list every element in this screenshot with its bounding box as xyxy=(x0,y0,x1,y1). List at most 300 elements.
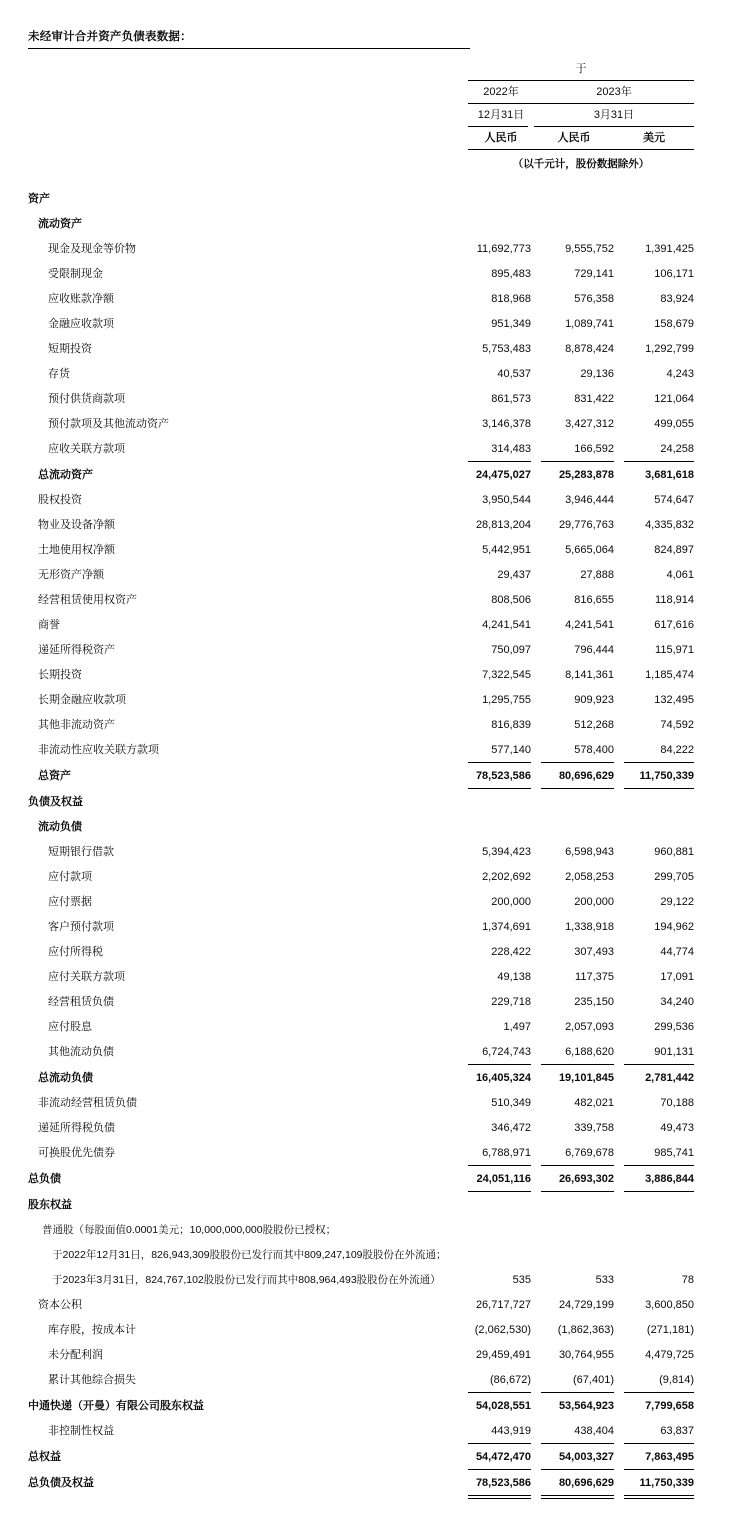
header-year-row xyxy=(468,81,694,103)
row-label-存货: 存货 xyxy=(48,368,70,380)
header-currency-cny-2022: 人民币 xyxy=(484,132,518,144)
row-value-col1: 54,472,470 xyxy=(475,1451,531,1463)
rule-segment-col1 xyxy=(468,1443,531,1444)
rule-segment-col3 xyxy=(624,1495,694,1496)
rule-segment-col2 xyxy=(541,1443,614,1444)
row-value-col2: 339,758 xyxy=(574,1122,614,1134)
row-value-col1: 861,573 xyxy=(491,393,531,405)
section-heading-row xyxy=(0,186,741,211)
row-value-col2: 8,878,424 xyxy=(565,343,614,355)
row-label-总流动负债: 总流动负债 xyxy=(38,1072,93,1084)
row-value-col2: 816,655 xyxy=(574,594,614,606)
row-value-col3: 106,171 xyxy=(654,268,694,280)
row-value-col1: 1,374,691 xyxy=(482,921,531,933)
balance-sheet-table xyxy=(0,186,741,1499)
row-value-col2: 1,089,741 xyxy=(565,318,614,330)
table-row xyxy=(0,1090,741,1115)
units-note: （以千元计，股份数据除外） xyxy=(512,158,650,170)
row-value-col2: 5,665,064 xyxy=(565,544,614,556)
header-date-row xyxy=(468,104,694,126)
table-row xyxy=(0,1166,741,1191)
table-row xyxy=(0,737,741,762)
rule-segment-col2 xyxy=(541,1165,614,1166)
row-value-col1: 29,459,491 xyxy=(475,1349,531,1361)
table-row xyxy=(0,1292,741,1317)
row-value-col1: 11,692,773 xyxy=(476,243,531,255)
row-label-递延所得税资产: 递延所得税资产 xyxy=(38,644,115,656)
row-value-col3: 11,750,339 xyxy=(639,1477,694,1489)
table-row xyxy=(0,311,741,336)
subtotal-rule xyxy=(0,1469,741,1470)
row-label-预付供货商款项: 预付供货商款项 xyxy=(48,393,125,405)
row-label-于2022年12月31日-826-943-309股股份已: 于2022年12月31日，826,943,309股股份已发行而其中809,247,109股股份在外流通； xyxy=(52,1249,447,1261)
row-value-col1: 816,839 xyxy=(491,719,531,731)
row-value-col3: 824,897 xyxy=(654,544,694,556)
row-value-col1: 24,475,027 xyxy=(475,469,531,481)
row-value-col3: 901,131 xyxy=(654,1046,694,1058)
row-value-col3: 7,863,495 xyxy=(645,1451,694,1463)
row-value-col1 xyxy=(468,834,541,839)
row-value-col2: 8,141,361 xyxy=(565,669,614,681)
row-value-col2: 30,764,955 xyxy=(558,1349,614,1361)
header-as-of-label: 于 xyxy=(575,63,587,75)
row-label-物业及设备净额: 物业及设备净额 xyxy=(38,519,115,531)
table-row xyxy=(0,1393,741,1418)
row-value-col3 xyxy=(624,834,704,839)
row-value-col1: 5,753,483 xyxy=(482,343,531,355)
row-value-col1: 808,506 xyxy=(491,594,531,606)
rule-segment-col3 xyxy=(624,1392,694,1393)
table-row xyxy=(0,1065,741,1090)
row-value-col3: 4,479,725 xyxy=(645,1349,694,1361)
row-value-col3 xyxy=(624,231,704,236)
row-value-col1: 4,241,541 xyxy=(482,619,531,631)
row-value-col3: 11,750,339 xyxy=(639,770,694,782)
rule-label-spacer xyxy=(0,1165,468,1166)
rule-segment-col1 xyxy=(468,1469,531,1470)
row-label-资本公积: 资本公积 xyxy=(38,1299,82,1311)
rule-segment-col1 xyxy=(468,788,531,789)
table-row xyxy=(0,512,741,537)
row-label-非流动经营租赁负债: 非流动经营租赁负债 xyxy=(38,1097,137,1109)
row-value-col1: 535 xyxy=(512,1274,531,1286)
statement-title-block xyxy=(28,30,470,49)
row-label-长期金融应收款项: 长期金融应收款项 xyxy=(38,694,126,706)
table-header xyxy=(468,58,694,174)
row-value-col2: 512,268 xyxy=(574,719,614,731)
rule-segment-col1 xyxy=(468,1495,531,1496)
row-value-col1: 510,349 xyxy=(491,1097,531,1109)
rule-segment-col1 xyxy=(468,762,531,763)
row-value-col1: 750,097 xyxy=(491,644,531,656)
table-row xyxy=(0,1115,741,1140)
row-value-col1: 1,497 xyxy=(503,1021,531,1033)
subtotal-rule xyxy=(0,1165,741,1166)
row-value-col3: 121,064 xyxy=(654,393,694,405)
header-date-dec31: 12月31日 xyxy=(477,109,525,121)
row-label-普通股-每股面值0-0001美元-10-000-000-: 普通股（每股面值0.0001美元；10,000,000,000股股份已授权； xyxy=(42,1224,337,1236)
row-value-col2: 3,427,312 xyxy=(565,418,614,430)
rule-segment-col1 xyxy=(468,1165,531,1166)
row-value-col3: 70,188 xyxy=(660,1097,694,1109)
row-label-应付所得税: 应付所得税 xyxy=(48,946,103,958)
header-as-of-row xyxy=(468,58,694,80)
rule-segment-col3 xyxy=(624,788,694,789)
row-value-col3: 132,495 xyxy=(654,694,694,706)
row-label-资产: 资产 xyxy=(28,193,50,205)
section-heading-row xyxy=(0,789,741,814)
row-value-col1: 7,322,545 xyxy=(482,669,531,681)
row-value-col1: 228,422 xyxy=(491,946,531,958)
rule-segment-col2 xyxy=(541,1498,614,1499)
row-value-col1: 443,919 xyxy=(491,1425,531,1437)
subtotal-rule xyxy=(0,1392,741,1393)
row-value-col3: 4,335,832 xyxy=(645,519,694,531)
row-label-总负债: 总负债 xyxy=(28,1173,61,1185)
row-label-累计其他综合损失: 累计其他综合损失 xyxy=(48,1374,136,1386)
row-value-col3: 1,185,474 xyxy=(645,669,694,681)
row-value-col1: (2,062,530) xyxy=(474,1324,531,1336)
row-label-无形资产净额: 无形资产净额 xyxy=(38,569,104,581)
row-label-负债及权益: 负债及权益 xyxy=(28,796,83,808)
rule-label-spacer xyxy=(0,461,468,462)
rule-segment-col1 xyxy=(468,1498,531,1499)
row-value-col2 xyxy=(541,834,624,839)
row-value-col1: 1,295,755 xyxy=(482,694,531,706)
row-value-col3: 1,391,425 xyxy=(645,243,694,255)
row-label-库存股-按成本计: 库存股，按成本计 xyxy=(48,1324,136,1336)
row-label-应付股息: 应付股息 xyxy=(48,1021,92,1033)
row-value-col2: 2,057,093 xyxy=(565,1021,614,1033)
table-row xyxy=(0,386,741,411)
row-label-其他流动负债: 其他流动负债 xyxy=(48,1046,114,1058)
row-value-col3: 74,592 xyxy=(660,719,694,731)
row-value-col1: 200,000 xyxy=(491,896,531,908)
header-currency-row xyxy=(468,127,694,149)
table-row xyxy=(0,587,741,612)
row-value-col2: 235,150 xyxy=(574,996,614,1008)
row-value-col3: 115,971 xyxy=(655,644,694,656)
row-value-col3: 78 xyxy=(681,1274,694,1286)
rule-segment-col1 xyxy=(468,1064,531,1065)
table-row xyxy=(0,537,741,562)
row-value-col2: 482,021 xyxy=(574,1097,614,1109)
row-value-col3: 2,781,442 xyxy=(645,1072,694,1084)
row-value-col2 xyxy=(541,206,624,211)
row-value-col1: 6,724,743 xyxy=(482,1046,531,1058)
row-value-col3: 84,222 xyxy=(660,744,694,756)
table-row xyxy=(0,1140,741,1165)
row-value-col2: 307,493 xyxy=(574,946,614,958)
table-row xyxy=(0,839,741,864)
row-value-col3: 3,600,850 xyxy=(645,1299,694,1311)
row-value-col1: 16,405,324 xyxy=(475,1072,531,1084)
table-row xyxy=(0,286,741,311)
row-value-col2: 9,555,752 xyxy=(565,243,614,255)
row-value-col2: 25,283,878 xyxy=(558,469,614,481)
table-row xyxy=(0,964,741,989)
row-value-col1: 951,349 xyxy=(491,318,531,330)
row-value-col3: 34,240 xyxy=(660,996,694,1008)
row-value-col3: 3,681,618 xyxy=(645,469,694,481)
header-date-mar31: 3月31日 xyxy=(593,109,635,121)
row-value-col3: 4,243 xyxy=(666,368,694,380)
row-value-col1 xyxy=(468,231,541,236)
row-value-col2 xyxy=(541,231,624,236)
row-value-col3: 617,616 xyxy=(654,619,694,631)
row-value-col3: 985,741 xyxy=(654,1147,694,1159)
row-value-col3: 118,914 xyxy=(655,594,694,606)
row-value-col1: 26,717,727 xyxy=(475,1299,531,1311)
row-value-col2: 54,003,327 xyxy=(558,1451,614,1463)
row-value-col2: 80,696,629 xyxy=(558,1477,614,1489)
rule-segment-col3 xyxy=(624,1191,694,1192)
row-value-col1: 818,968 xyxy=(491,293,531,305)
row-value-col1: 29,437 xyxy=(497,569,531,581)
row-label-经营租赁使用权资产: 经营租赁使用权资产 xyxy=(38,594,137,606)
row-value-col2: (1,862,363) xyxy=(557,1324,614,1336)
row-label-股东权益: 股东权益 xyxy=(28,1199,72,1211)
row-value-col1 xyxy=(468,1237,541,1242)
subtotal-rule xyxy=(0,1495,741,1496)
row-value-col1: 78,523,586 xyxy=(475,770,531,782)
row-label-总负债及权益: 总负债及权益 xyxy=(28,1477,94,1489)
table-row xyxy=(0,763,741,788)
total-double-rule xyxy=(0,1498,741,1499)
rule-label-spacer xyxy=(0,1495,468,1496)
row-value-col3 xyxy=(624,206,704,211)
rule-label-spacer xyxy=(0,1191,468,1192)
subtotal-rule xyxy=(0,762,741,763)
note-row xyxy=(0,1267,741,1292)
row-label-总资产: 总资产 xyxy=(38,770,71,782)
table-row xyxy=(0,914,741,939)
row-label-应付款项: 应付款项 xyxy=(48,871,92,883)
section-heading-row xyxy=(0,814,741,839)
row-value-col2: 200,000 xyxy=(574,896,614,908)
table-row xyxy=(0,1039,741,1064)
table-row xyxy=(0,989,741,1014)
row-value-col1: 40,537 xyxy=(497,368,531,380)
row-value-col1: 346,472 xyxy=(491,1122,531,1134)
row-value-col1: 895,483 xyxy=(491,268,531,280)
table-row xyxy=(0,411,741,436)
row-value-col3: 63,837 xyxy=(660,1425,694,1437)
row-label-金融应收款项: 金融应收款项 xyxy=(48,318,114,330)
row-label-应收账款净额: 应收账款净额 xyxy=(48,293,114,305)
row-value-col1: 5,442,951 xyxy=(482,544,531,556)
row-label-非流动性应收关联方款项: 非流动性应收关联方款项 xyxy=(38,744,159,756)
row-value-col1: 6,788,971 xyxy=(482,1147,531,1159)
row-value-col2: 19,101,845 xyxy=(558,1072,614,1084)
row-label-商誉: 商誉 xyxy=(38,619,60,631)
row-value-col1: 28,813,204 xyxy=(475,519,531,531)
rule-label-spacer xyxy=(0,1392,468,1393)
row-label-流动负债: 流动负债 xyxy=(38,821,82,833)
table-row xyxy=(0,336,741,361)
row-value-col2: 166,592 xyxy=(574,443,614,455)
row-value-col3: 24,258 xyxy=(660,443,694,455)
row-label-未分配利润: 未分配利润 xyxy=(48,1349,103,1361)
row-value-col2: 29,776,763 xyxy=(558,519,614,531)
row-value-col3: 960,881 xyxy=(654,846,694,858)
row-value-col2: 3,946,444 xyxy=(565,494,614,506)
table-row xyxy=(0,1317,741,1342)
row-value-col1: 54,028,551 xyxy=(475,1400,531,1412)
subtotal-rule xyxy=(0,1191,741,1192)
row-value-col2 xyxy=(541,809,624,814)
row-value-col1: 314,483 xyxy=(491,443,531,455)
rule-label-spacer xyxy=(0,1064,468,1065)
row-value-col1: 229,718 xyxy=(491,996,531,1008)
subtotal-rule xyxy=(0,1443,741,1444)
row-value-col1: 3,950,544 xyxy=(482,494,531,506)
row-value-col2 xyxy=(541,1212,624,1217)
row-label-流动资产: 流动资产 xyxy=(38,218,82,230)
note-row xyxy=(0,1242,741,1267)
header-year-2022: 2022年 xyxy=(483,86,519,98)
row-value-col1: 24,051,116 xyxy=(476,1173,531,1185)
subtotal-rule xyxy=(0,1064,741,1065)
row-label-总流动资产: 总流动资产 xyxy=(38,469,93,481)
row-value-col3: (9,814) xyxy=(659,1374,694,1386)
row-label-应付关联方款项: 应付关联方款项 xyxy=(48,971,125,983)
row-value-col1: 2,202,692 xyxy=(482,871,531,883)
row-value-col2: 2,058,253 xyxy=(565,871,614,883)
table-row xyxy=(0,889,741,914)
header-year-2023: 2023年 xyxy=(596,86,632,98)
page-title: 未经审计合并资产负债表数据： xyxy=(28,31,192,43)
row-value-col2: 29,136 xyxy=(580,368,614,380)
table-row xyxy=(0,236,741,261)
row-value-col3: 499,055 xyxy=(654,418,694,430)
row-value-col1 xyxy=(468,809,541,814)
row-value-col3: 7,799,658 xyxy=(645,1400,694,1412)
section-heading-row xyxy=(0,1192,741,1217)
row-value-col3: 17,091 xyxy=(660,971,694,983)
row-value-col2: 578,400 xyxy=(574,744,614,756)
table-row xyxy=(0,261,741,286)
row-label-现金及现金等价物: 现金及现金等价物 xyxy=(48,243,136,255)
row-value-col3: 29,122 xyxy=(660,896,694,908)
row-value-col2: 796,444 xyxy=(574,644,614,656)
row-label-非控制性权益: 非控制性权益 xyxy=(48,1425,114,1437)
row-value-col1 xyxy=(468,1212,541,1217)
rule-segment-col1 xyxy=(468,461,531,462)
row-value-col2: 6,188,620 xyxy=(565,1046,614,1058)
rule-segment-col3 xyxy=(624,461,694,462)
row-label-递延所得税负债: 递延所得税负债 xyxy=(38,1122,115,1134)
row-label-土地使用权净额: 土地使用权净额 xyxy=(38,544,115,556)
table-row xyxy=(0,361,741,386)
row-value-col2 xyxy=(541,1237,624,1242)
rule-label-spacer xyxy=(0,1498,468,1499)
row-value-col2: 909,923 xyxy=(574,694,614,706)
section-heading-row xyxy=(0,211,741,236)
rule-segment-col3 xyxy=(624,762,694,763)
table-row xyxy=(0,1444,741,1469)
rule-segment-col2 xyxy=(541,461,614,462)
header-rule-currency-line xyxy=(468,149,694,150)
table-row xyxy=(0,562,741,587)
row-value-col3: 299,536 xyxy=(654,1021,694,1033)
row-value-col1: (86,672) xyxy=(490,1374,531,1386)
row-value-col2: 1,338,918 xyxy=(565,921,614,933)
table-row xyxy=(0,1470,741,1495)
table-row xyxy=(0,1367,741,1392)
note-row xyxy=(0,1217,741,1242)
row-label-于2023年3月31日-824-767-102股股份已发: 于2023年3月31日，824,767,102股股份已发行而其中808,964,493股股份在外流通） xyxy=(52,1274,441,1286)
row-value-col3: 158,679 xyxy=(654,318,694,330)
row-label-其他非流动资产: 其他非流动资产 xyxy=(38,719,115,731)
row-value-col1 xyxy=(468,1262,541,1267)
row-value-col2: 24,729,199 xyxy=(558,1299,614,1311)
subtotal-rule xyxy=(0,461,741,462)
rule-label-spacer xyxy=(0,1443,468,1444)
row-value-col2: 27,888 xyxy=(580,569,614,581)
row-value-col3: 299,705 xyxy=(654,871,694,883)
table-row xyxy=(0,687,741,712)
row-value-col3: 574,647 xyxy=(654,494,694,506)
row-label-股权投资: 股权投资 xyxy=(38,494,82,506)
table-row xyxy=(0,1014,741,1039)
row-value-col2: 26,693,302 xyxy=(558,1173,614,1185)
table-row xyxy=(0,637,741,662)
table-row xyxy=(0,612,741,637)
table-row xyxy=(0,436,741,461)
table-row xyxy=(0,462,741,487)
row-value-col2: 438,404 xyxy=(574,1425,614,1437)
rule-segment-col2 xyxy=(541,762,614,763)
rule-segment-col1 xyxy=(468,1392,531,1393)
row-value-col3: (271,181) xyxy=(646,1324,694,1336)
row-value-col3: 83,924 xyxy=(660,293,694,305)
table-row xyxy=(0,1418,741,1443)
rule-label-spacer xyxy=(0,762,468,763)
rule-segment-col2 xyxy=(541,1191,614,1192)
row-value-col3 xyxy=(624,1237,704,1242)
row-value-col2: 80,696,629 xyxy=(558,770,614,782)
row-value-col3: 194,962 xyxy=(654,921,694,933)
row-value-col2 xyxy=(541,1262,624,1267)
rule-segment-col2 xyxy=(541,1495,614,1496)
header-currency-cny-2023: 人民币 xyxy=(557,132,591,144)
table-row xyxy=(0,712,741,737)
row-value-col1: 78,523,586 xyxy=(475,1477,531,1489)
row-label-长期投资: 长期投资 xyxy=(38,669,82,681)
table-row xyxy=(0,939,741,964)
row-value-col2: 117,375 xyxy=(575,971,614,983)
row-value-col1: 49,138 xyxy=(497,971,531,983)
row-value-col2: 533 xyxy=(595,1274,614,1286)
row-value-col1: 5,394,423 xyxy=(482,846,531,858)
table-row xyxy=(0,1342,741,1367)
row-label-应收关联方款项: 应收关联方款项 xyxy=(48,443,125,455)
row-value-col1: 3,146,378 xyxy=(482,418,531,430)
row-label-短期银行借款: 短期银行借款 xyxy=(48,846,114,858)
rule-segment-col3 xyxy=(624,1064,694,1065)
row-value-col3: 49,473 xyxy=(660,1122,694,1134)
row-value-col2: 729,141 xyxy=(574,268,614,280)
row-value-col2: 53,564,923 xyxy=(558,1400,614,1412)
rule-segment-col2 xyxy=(541,1469,614,1470)
row-value-col2: 4,241,541 xyxy=(565,619,614,631)
header-currency-usd-2023: 美元 xyxy=(643,132,665,144)
row-value-col3 xyxy=(624,1212,704,1217)
row-label-经营租赁负债: 经营租赁负债 xyxy=(48,996,114,1008)
row-value-col3: 1,292,799 xyxy=(645,343,694,355)
row-label-可换股优先债券: 可换股优先债券 xyxy=(38,1147,115,1159)
